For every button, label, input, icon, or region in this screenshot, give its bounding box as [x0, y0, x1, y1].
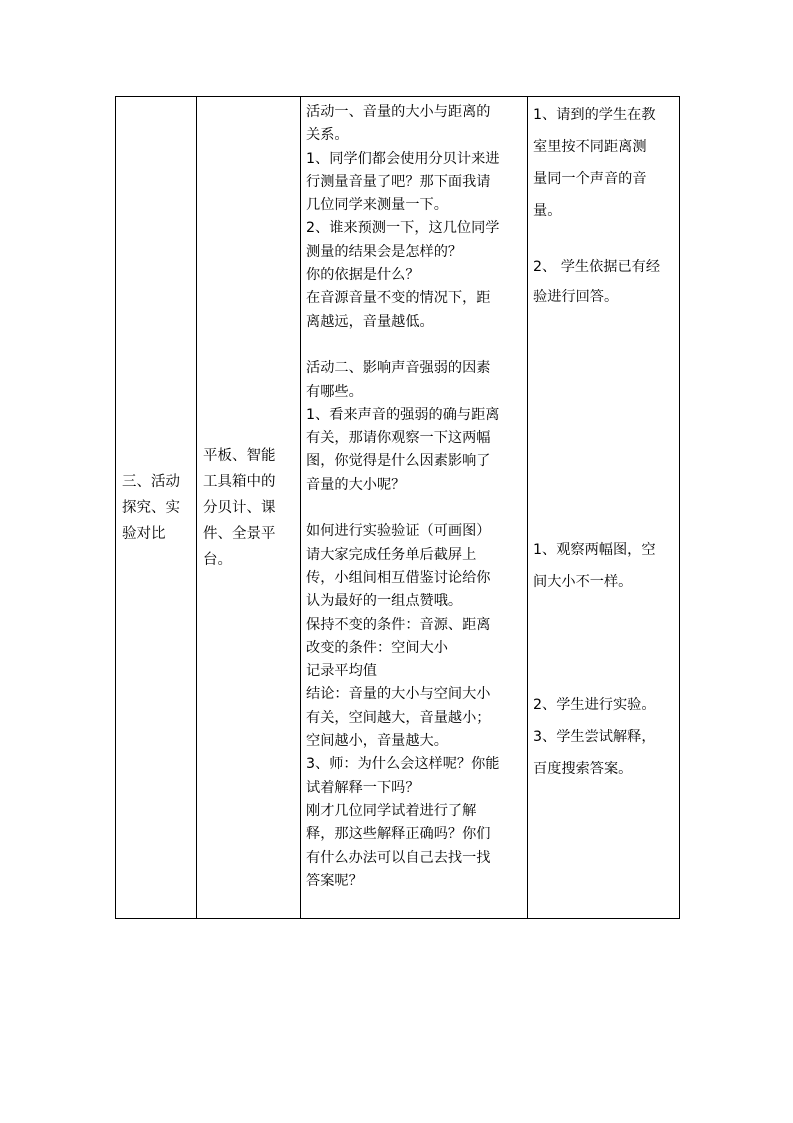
student-activity-3: 1、观察两幅图，空 间大小不一样。	[533, 542, 656, 590]
table-row	[116, 97, 680, 919]
teacher-activity-cell	[301, 97, 528, 919]
student-activity-cell	[528, 97, 680, 919]
student-activity-1: 1、请到的学生在教 室里按不同距离测 量同一个声音的音 量。	[533, 107, 656, 219]
tools-cell	[197, 97, 301, 919]
student-activity-2: 2、 学生依据已有经 验进行回答。	[533, 259, 661, 305]
tools-text: 平板、智能 工具箱中的 分贝计、课 件、全景平 台。	[203, 447, 276, 568]
lesson-plan-table	[115, 96, 680, 919]
teacher-activity-text: 活动一、音量的大小与距离的 关系。 1、同学们都会使用分贝计来进 行测量音量了吧？那下面我请 几位同学来测量一下。 2、谁来预测一下，这几位同学 测量的结果会是怎样的？ 你的依据是什么？ 在音源音量不变的情况下，距 离越远，音量越低。 活动二、影响声音强弱的因素 有哪些。 1、看来声音的强弱的确与距离 有关，那请你观察一下这两幅 图，你觉得是什么因素影响了 音量的大小呢？ 如何进行实验验证（可画图） 请大家完成任务单后截屏上 传，小组间相互借鉴讨论给你 认为最好的一组点赞哦。 保持不变的条件：音源、距离 改变的条件：空间大小 记录平均值 结论：音量的大小与空间大小 有关，空间越大，音量越小； 空间越小，音量越大。 3、师：为什么会这样呢？你能 试着解释一下吗？ 刚才几位同学试着进行了解 释，那这些解释正确吗？你们 有什么办法可以自己去找一找 答案呢？	[306, 104, 500, 889]
stage-cell	[116, 97, 197, 919]
stage-text: 三、活动 探究、实 验对比	[122, 473, 180, 542]
student-activity-4: 2、学生进行实验。 3、学生尝试解释， 百度搜索答案。	[533, 697, 656, 777]
